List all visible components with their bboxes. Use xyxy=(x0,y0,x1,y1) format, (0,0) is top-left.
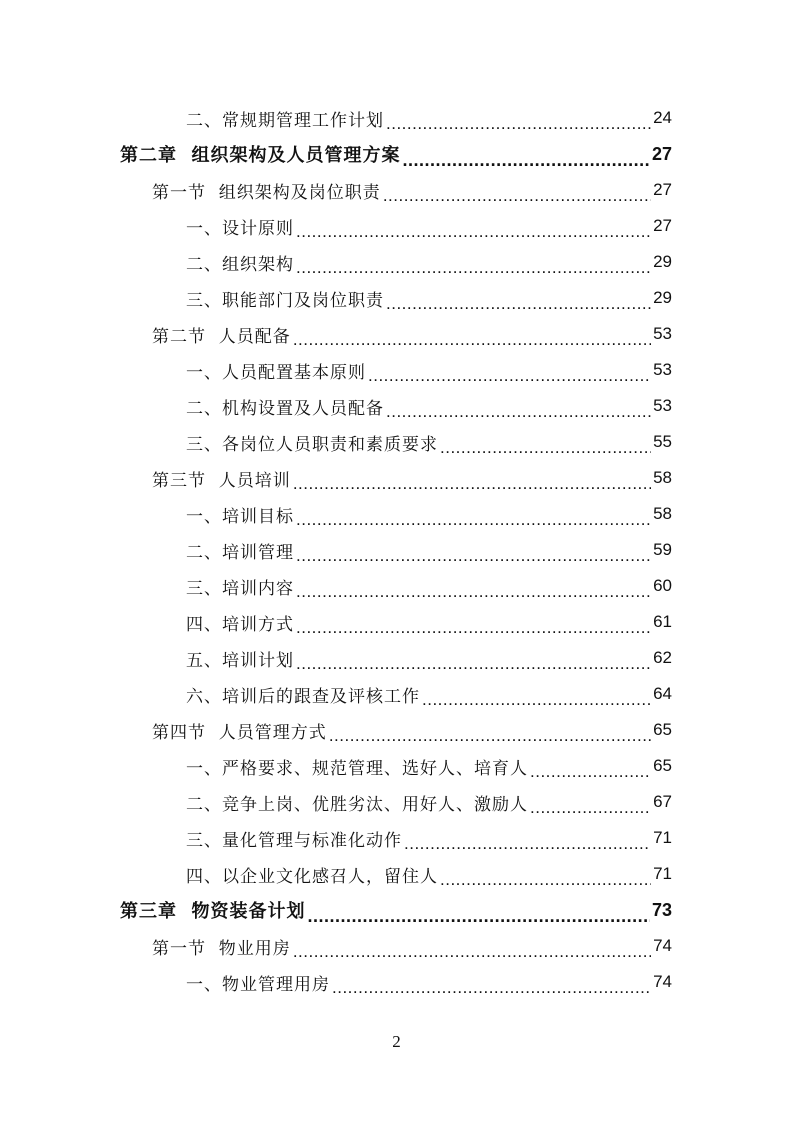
dot-leader xyxy=(530,796,651,820)
page-number: 2 xyxy=(392,1032,401,1051)
toc-title: 一、人员配置基本原则 xyxy=(186,362,366,383)
toc-page-number: 53 xyxy=(653,396,672,415)
dot-leader xyxy=(386,400,651,424)
toc-title: 三、职能部门及岗位职责 xyxy=(186,290,384,311)
toc-page-number: 27 xyxy=(651,143,672,164)
toc-page-number: 58 xyxy=(653,504,672,523)
toc-item[interactable] xyxy=(0,100,793,136)
toc-item[interactable] xyxy=(0,280,793,316)
toc-item[interactable] xyxy=(0,496,793,532)
dot-leader xyxy=(296,544,651,568)
table-of-contents xyxy=(0,100,793,1000)
toc-item[interactable] xyxy=(0,352,793,388)
toc-title: 二、组织架构 xyxy=(186,254,294,275)
toc-title: 三、量化管理与标准化动作 xyxy=(186,830,402,851)
toc-title: 二、常规期管理工作计划 xyxy=(186,110,384,131)
toc-title: 二、竞争上岗、优胜劣汰、用好人、激励人 xyxy=(186,794,528,815)
toc-page-number: 64 xyxy=(653,684,672,703)
toc-page-number: 62 xyxy=(653,648,672,667)
toc-title: 第二章 组织架构及人员管理方案 xyxy=(120,145,401,166)
toc-page-number: 59 xyxy=(653,540,672,559)
toc-title: 一、严格要求、规范管理、选好人、培育人 xyxy=(186,758,528,779)
toc-item[interactable] xyxy=(0,208,793,244)
toc-section[interactable] xyxy=(0,172,793,208)
toc-page-number: 53 xyxy=(653,324,672,343)
dot-leader xyxy=(296,580,651,604)
dot-leader xyxy=(293,328,651,352)
toc-page-number: 61 xyxy=(653,612,672,631)
dot-leader xyxy=(403,148,650,172)
toc-title: 四、培训方式 xyxy=(186,614,294,635)
toc-title: 一、培训目标 xyxy=(186,506,294,527)
toc-title: 五、培训计划 xyxy=(186,650,294,671)
dot-leader xyxy=(530,760,651,784)
toc-item[interactable] xyxy=(0,676,793,712)
dot-leader xyxy=(383,184,651,208)
toc-item[interactable] xyxy=(0,784,793,820)
toc-title: 一、物业管理用房 xyxy=(186,974,330,995)
toc-title: 第三节 人员培训 xyxy=(152,470,291,491)
toc-item[interactable] xyxy=(0,856,793,892)
toc-chapter[interactable] xyxy=(0,136,793,172)
toc-title: 三、各岗位人员职责和素质要求 xyxy=(186,434,438,455)
toc-page-number: 55 xyxy=(653,432,672,451)
toc-item[interactable] xyxy=(0,424,793,460)
dot-leader xyxy=(422,688,651,712)
toc-item[interactable] xyxy=(0,820,793,856)
toc-item[interactable] xyxy=(0,568,793,604)
dot-leader xyxy=(332,976,651,1000)
dot-leader xyxy=(329,724,651,748)
dot-leader xyxy=(296,652,651,676)
toc-item[interactable] xyxy=(0,244,793,280)
toc-page-number: 67 xyxy=(653,792,672,811)
toc-page-number: 73 xyxy=(651,899,672,920)
toc-item[interactable] xyxy=(0,748,793,784)
toc-page-number: 27 xyxy=(653,180,672,199)
toc-page-number: 53 xyxy=(653,360,672,379)
toc-page-number: 71 xyxy=(653,828,672,847)
toc-section[interactable] xyxy=(0,460,793,496)
dot-leader xyxy=(440,436,651,460)
toc-item[interactable] xyxy=(0,532,793,568)
dot-leader xyxy=(296,220,651,244)
toc-item[interactable] xyxy=(0,640,793,676)
toc-item[interactable] xyxy=(0,604,793,640)
toc-page-number: 60 xyxy=(653,576,672,595)
toc-title: 一、设计原则 xyxy=(186,218,294,239)
dot-leader xyxy=(296,508,651,532)
toc-title: 第一节 物业用房 xyxy=(152,938,291,959)
dot-leader xyxy=(293,472,651,496)
dot-leader xyxy=(386,292,651,316)
toc-title: 三、培训内容 xyxy=(186,578,294,599)
toc-page-number: 29 xyxy=(653,288,672,307)
toc-title: 第四节 人员管理方式 xyxy=(152,722,327,743)
toc-item[interactable] xyxy=(0,964,793,1000)
toc-page-number: 29 xyxy=(653,252,672,271)
toc-page-number: 65 xyxy=(653,720,672,739)
toc-title: 二、培训管理 xyxy=(186,542,294,563)
toc-title: 二、机构设置及人员配备 xyxy=(186,398,384,419)
dot-leader xyxy=(368,364,651,388)
dot-leader xyxy=(404,832,651,856)
toc-page-number: 65 xyxy=(653,756,672,775)
toc-page-number: 24 xyxy=(653,108,672,127)
dot-leader xyxy=(308,904,650,928)
toc-page-number: 27 xyxy=(653,216,672,235)
dot-leader xyxy=(293,940,651,964)
toc-title: 第二节 人员配备 xyxy=(152,326,291,347)
toc-section[interactable] xyxy=(0,316,793,352)
toc-item[interactable] xyxy=(0,388,793,424)
dot-leader xyxy=(440,868,651,892)
toc-title: 四、以企业文化感召人，留住人 xyxy=(186,866,438,887)
toc-section[interactable] xyxy=(0,712,793,748)
toc-page-number: 74 xyxy=(653,936,672,955)
toc-section[interactable] xyxy=(0,928,793,964)
toc-title: 六、培训后的跟查及评核工作 xyxy=(186,686,420,707)
toc-page-number: 74 xyxy=(653,972,672,991)
toc-page-number: 58 xyxy=(653,468,672,487)
toc-title: 第三章 物资装备计划 xyxy=(120,901,306,922)
dot-leader xyxy=(296,256,651,280)
dot-leader xyxy=(386,112,651,136)
toc-title: 第一节 组织架构及岗位职责 xyxy=(152,182,381,203)
toc-chapter[interactable] xyxy=(0,892,793,928)
toc-page-number: 71 xyxy=(653,864,672,883)
dot-leader xyxy=(296,616,651,640)
